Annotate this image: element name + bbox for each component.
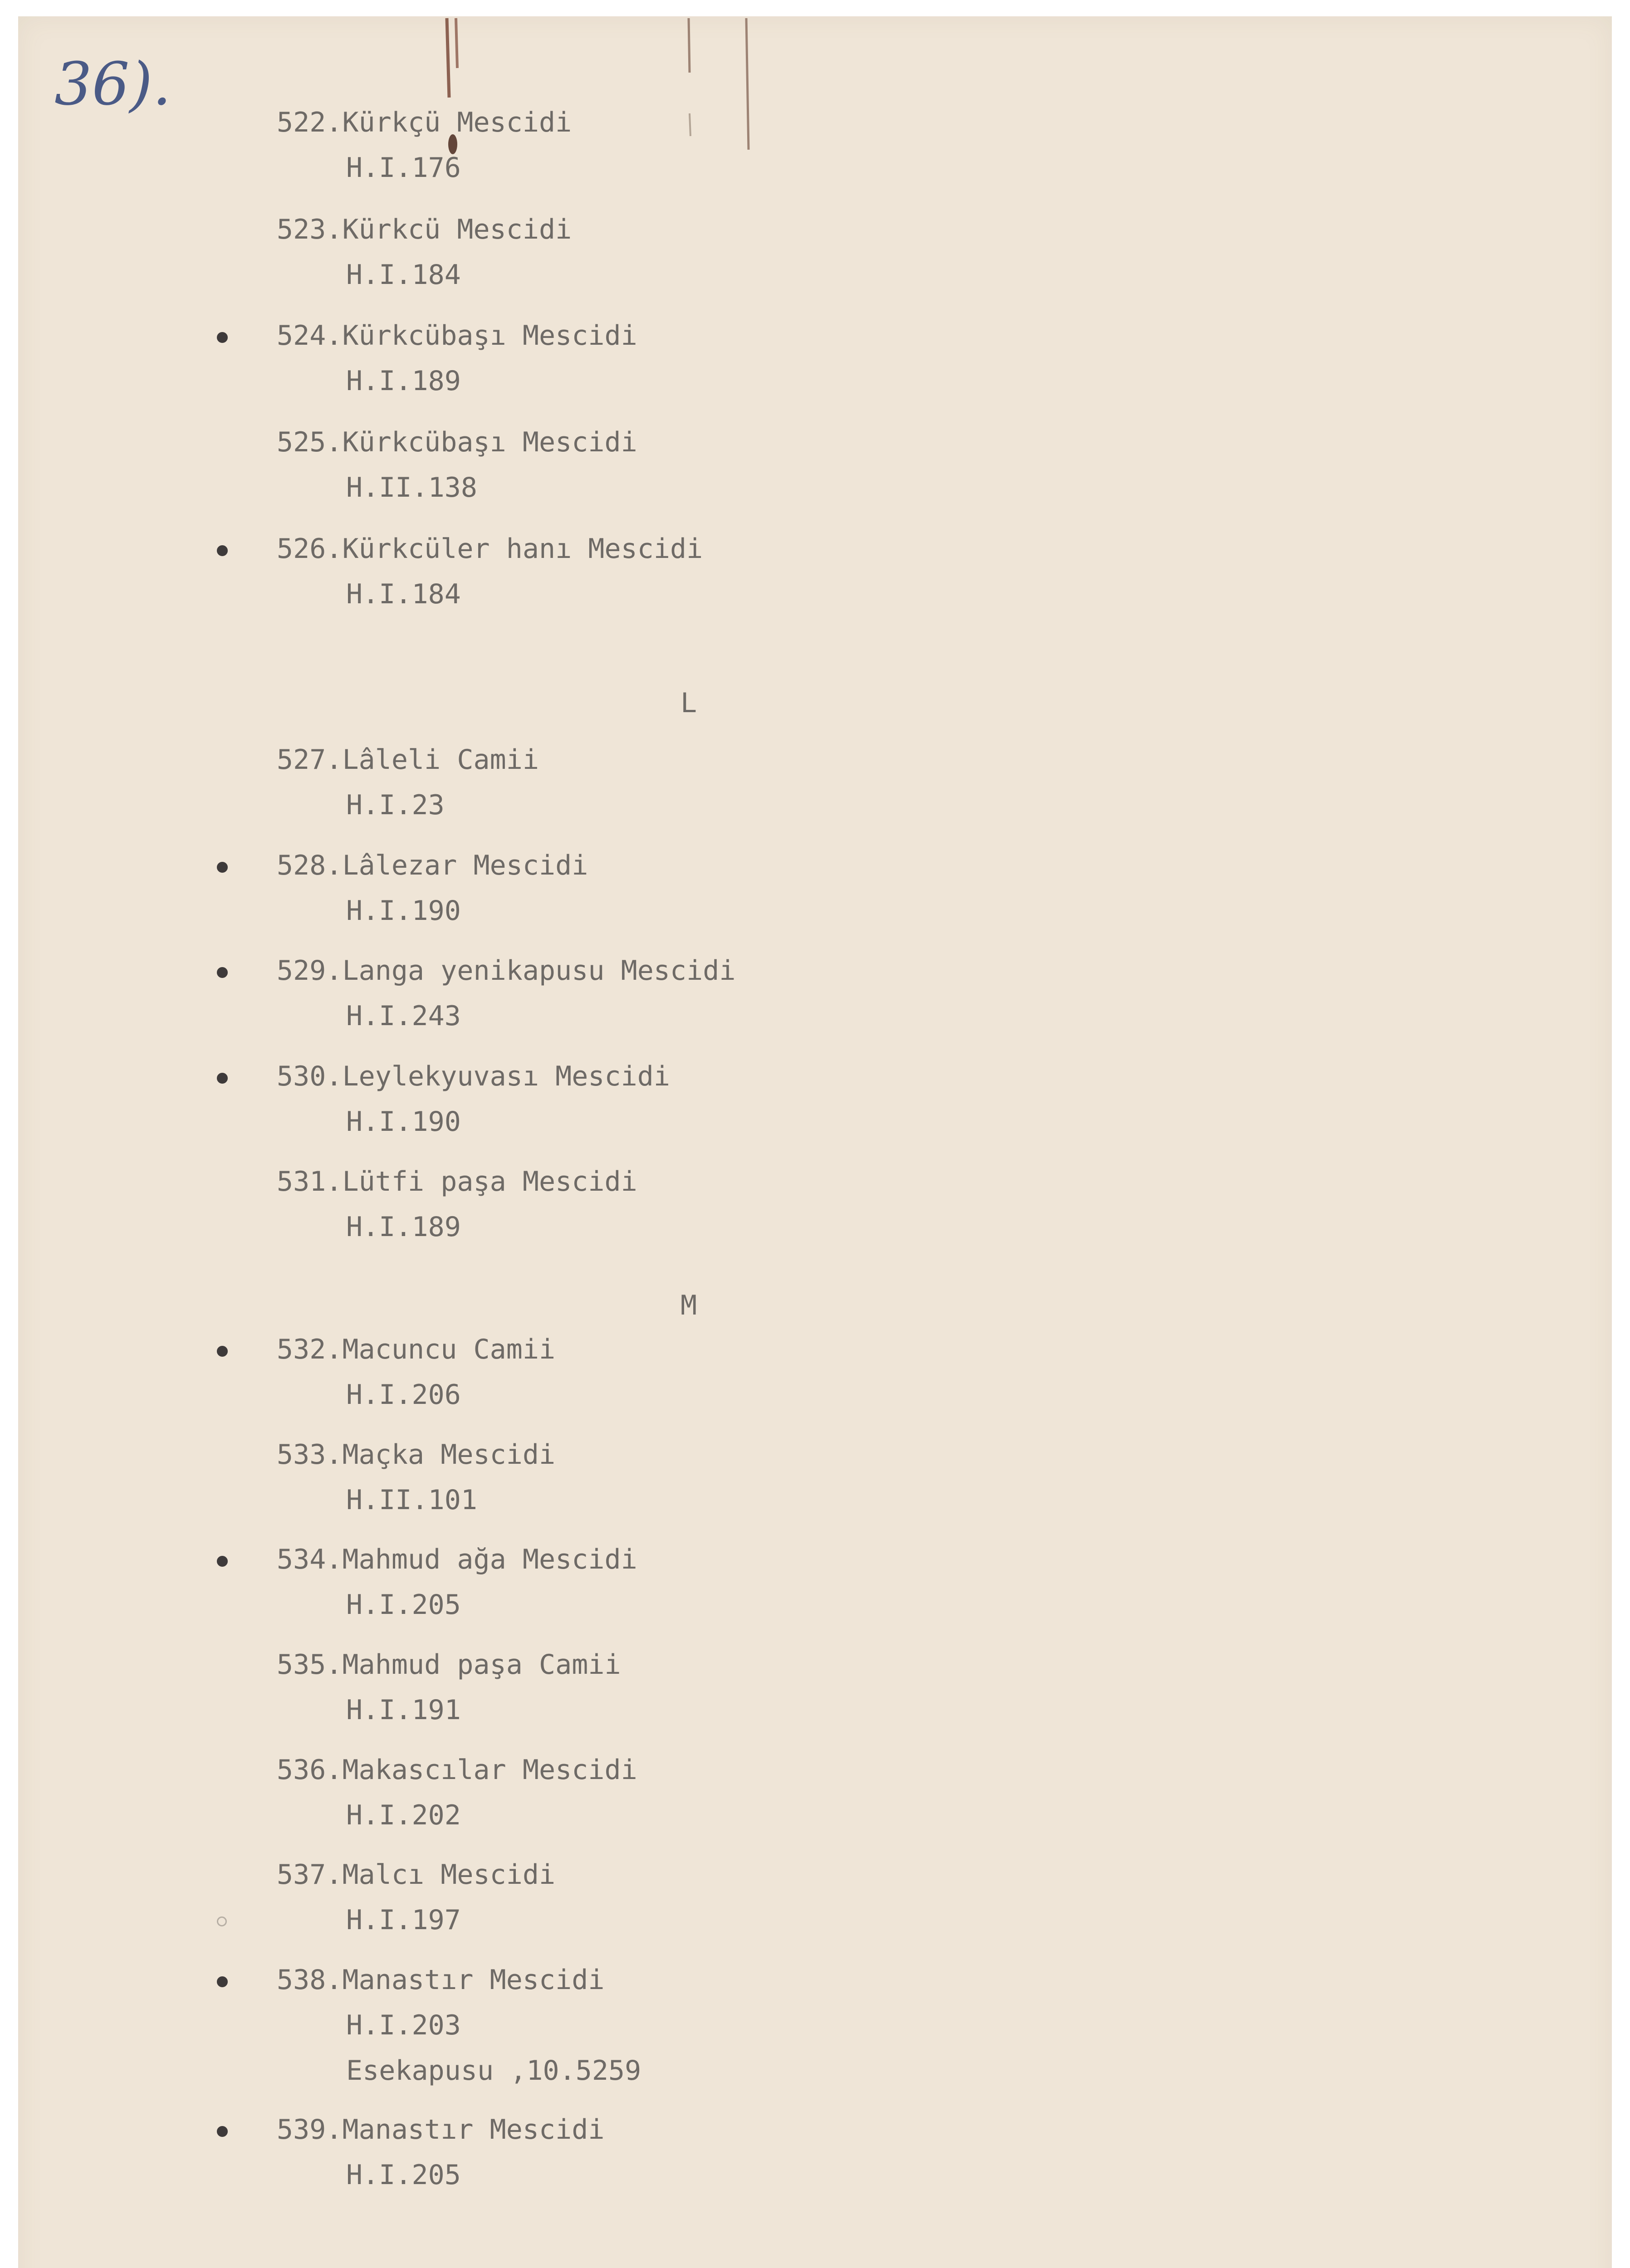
bullet-icon [217,332,228,343]
bullet-icon [217,2126,228,2137]
bullet-icon [217,967,228,978]
entry-538 [0,1964,1630,2087]
entry-note: Esekapusu ,10.5259 [346,2055,641,2087]
page-number: 36). [54,49,171,118]
entry-title: 528.Lâlezar Mescidi [277,850,588,881]
entry-539 [0,2116,1630,2207]
entry-title: 538.Manastır Mescidi [277,1964,605,1996]
entry-title: 535.Mahmud paşa Camii [277,1649,621,1681]
bullet-icon [217,545,228,556]
entry-title: 539.Manastır Mescidi [277,2114,605,2146]
entry-522 [0,109,1630,200]
entry-title: 534.Mahmud ağa Mescidi [277,1544,637,1575]
entry-reference: H.I.189 [346,1211,461,1243]
entry-534 [0,1546,1630,1637]
entry-532 [0,1336,1630,1427]
entry-reference: H.I.184 [346,578,461,610]
entry-535 [0,1651,1630,1742]
entry-reference: H.I.189 [346,365,461,397]
entry-reference: H.I.184 [346,259,461,291]
entry-reference: H.I.191 [346,1694,461,1726]
entry-title: 530.Leylekyuvası Mescidi [277,1061,670,1092]
entry-reference: H.II.101 [346,1484,477,1516]
entry-529 [0,957,1630,1048]
bullet-icon [217,1346,228,1357]
entry-title: 532.Macuncu Camii [277,1334,556,1365]
entry-reference: H.II.138 [346,472,477,503]
bullet-icon [217,1073,228,1084]
bullet-icon [217,1976,228,1987]
entry-536 [0,1756,1630,1847]
entry-title: 524.Kürkcübaşı Mescidi [277,320,637,352]
entry-reference: H.I.190 [346,1106,461,1138]
entry-reference: H.I.176 [346,152,461,184]
entry-533 [0,1441,1630,1532]
entry-reference: H.I.205 [346,2159,461,2191]
entry-title: 537.Malcı Mescidi [277,1859,556,1891]
entry-title: 523.Kürkcü Mescidi [277,214,572,245]
entry-title: 536.Makascılar Mescidi [277,1754,637,1786]
bullet-icon [217,1916,227,1926]
entry-524 [0,322,1630,413]
entry-title: 527.Lâleli Camii [277,744,539,776]
bullet-icon [217,862,228,873]
entry-reference: H.I.206 [346,1379,461,1411]
section-letter-l: L [680,687,697,719]
entry-reference: H.I.190 [346,895,461,927]
entry-title: 529.Langa yenikapusu Mescidi [277,955,736,987]
entry-reference: H.I.23 [346,789,445,821]
entry-title: 526.Kürkcüler hanı Mescidi [277,533,703,565]
entry-reference: H.I.205 [346,1589,461,1621]
entry-525 [0,426,1630,519]
entry-reference: H.I.243 [346,1000,461,1032]
entry-531 [0,1168,1630,1259]
section-letter-m: M [680,1290,697,1321]
entry-527 [0,746,1630,837]
entry-title: 525.Kürkcübaşı Mescidi [277,426,637,458]
entry-528 [0,852,1630,943]
entry-title: 522.Kürkçü Mescidi [277,107,572,138]
entry-reference: H.I.203 [346,2009,461,2041]
entry-title: 533.Maçka Mescidi [277,1439,556,1471]
entry-title: 531.Lütfi paşa Mescidi [277,1166,637,1198]
entry-reference: H.I.197 [346,1904,461,1936]
entry-523 [0,216,1630,307]
entry-537 [0,1861,1630,1952]
bullet-icon [217,1556,228,1567]
entry-reference: H.I.202 [346,1799,461,1831]
entry-530 [0,1063,1630,1154]
entry-526 [0,535,1630,626]
